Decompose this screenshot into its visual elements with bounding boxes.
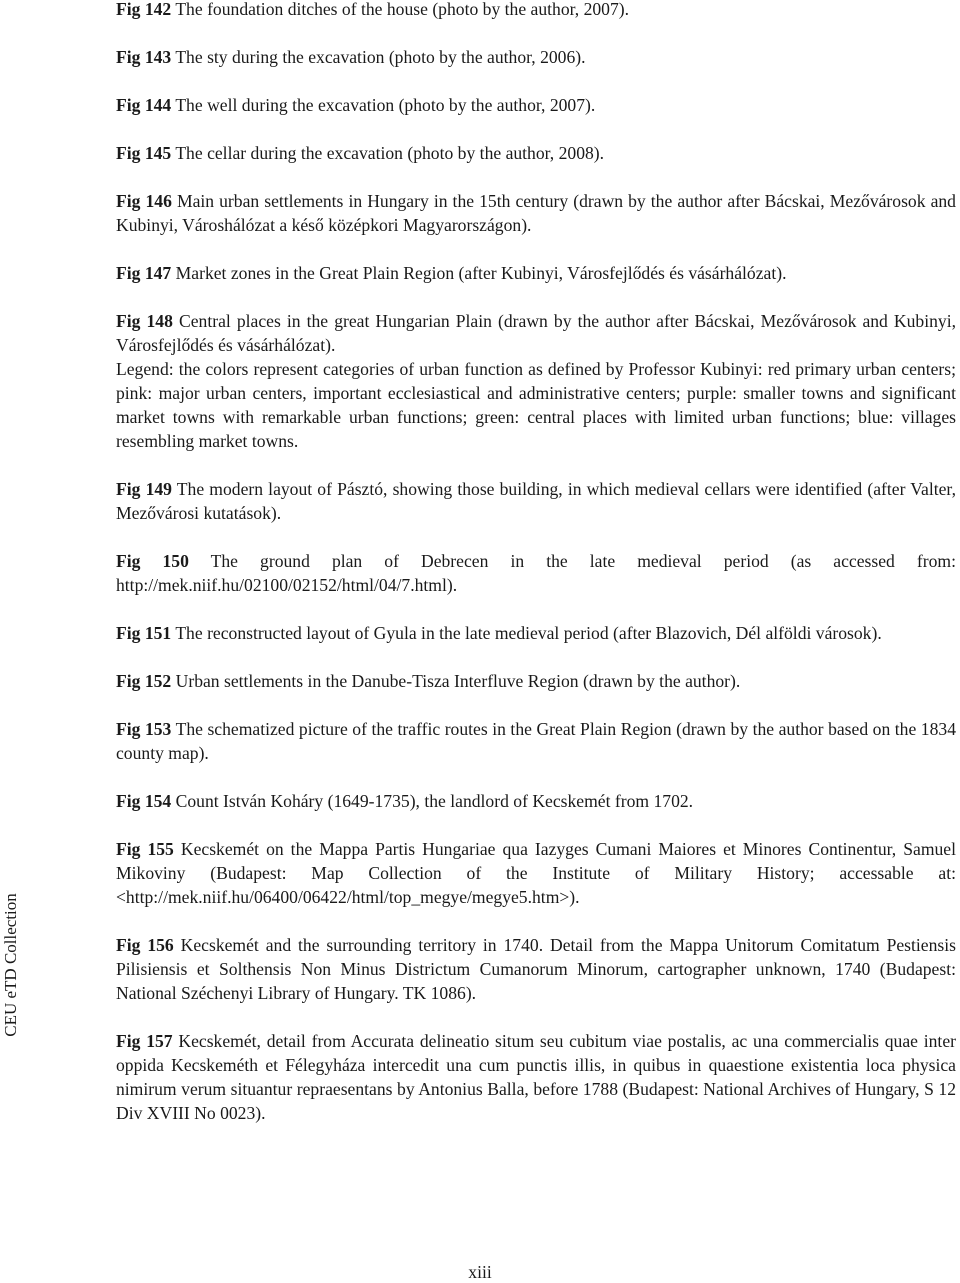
figure-caption: Central places in the great Hungarian Plain (drawn by the author after Bácskai, Mezővárosok and Kubinyi, Városfejlődés és vásárhálózat).: [116, 311, 956, 355]
figure-caption: Urban settlements in the Danube-Tisza Interfluve Region (drawn by the author).: [171, 671, 741, 691]
figure-caption: The modern layout of Pásztó, showing those building, in which medieval cellars were identified (after Valter, Mezővárosi kutatások).: [116, 479, 956, 523]
figure-entry-150: [116, 549, 956, 597]
figure-caption: The foundation ditches of the house (photo by the author, 2007).: [171, 0, 630, 19]
figure-entry-147: [116, 261, 956, 285]
figure-caption: The well during the excavation (photo by the author, 2007).: [171, 95, 596, 115]
figure-entry-157: [116, 1029, 956, 1125]
figure-list: [116, 0, 956, 1149]
figure-entry-145: [116, 141, 956, 165]
figure-label: Fig 144: [116, 95, 172, 115]
figure-label: Fig 149: [116, 479, 172, 499]
figure-caption: Market zones in the Great Plain Region (after Kubinyi, Városfejlődés és vásárhálózat).: [171, 263, 787, 283]
figure-entry-149: [116, 477, 956, 525]
figure-entry-146: [116, 189, 956, 237]
legend-text: Legend: the colors represent categories of urban function as defined by Professor Kubinyi: red primary urban centers; pink: major urban centers, important ecclesiastical and administrative centers; purple: smaller towns and significant market towns with remarkable urban functions; green: central places with limited urban functions; blue: villages resembling market towns.: [116, 359, 956, 451]
figure-label: Fig 153: [116, 719, 172, 739]
figure-entry-143: [116, 45, 956, 69]
figure-label: Fig 146: [116, 191, 172, 211]
collection-watermark: [0, 895, 22, 1035]
figure-caption: Kecskemét on the Mappa Partis Hungariae qua Iazyges Cumani Maiores et Minores Continentur, Samuel Mikoviny (Budapest: Map Collection of the Institute of Military History; accessable at: <http://mek.niif.hu/06400/06422/html/top_megye/megye5.htm>).: [116, 839, 956, 907]
figure-entry-153: [116, 717, 956, 765]
figure-caption: The cellar during the excavation (photo by the author, 2008).: [171, 143, 605, 163]
figure-entry-156: [116, 933, 956, 1005]
figure-label: Fig 150: [116, 551, 189, 571]
figure-entry-151: [116, 621, 956, 645]
figure-label: Fig 157: [116, 1031, 173, 1051]
figure-caption: The schematized picture of the traffic routes in the Great Plain Region (drawn by the author based on the 1834 county map).: [116, 719, 956, 763]
figure-caption: Count István Koháry (1649-1735), the landlord of Kecskemét from 1702.: [171, 791, 694, 811]
figure-label: Fig 156: [116, 935, 174, 955]
figure-label: Fig 142: [116, 0, 172, 19]
figure-label: Fig 155: [116, 839, 174, 859]
figure-caption: The sty during the excavation (photo by the author, 2006).: [171, 47, 586, 67]
page-number: xiii: [468, 1262, 492, 1282]
figure-entry-144: [116, 93, 956, 117]
figure-entry-154: [116, 789, 956, 813]
figure-caption: The reconstructed layout of Gyula in the late medieval period (after Blazovich, Dél alföldi városok).: [171, 623, 882, 643]
figure-entry-152: [116, 669, 956, 693]
figure-label: Fig 143: [116, 47, 172, 67]
figure-caption: Kecskemét, detail from Accurata delineatio situm seu cubitum viae postalis, ac una commercialis quae inter oppida Kecskeméth et Félegyháza intercedit una cum punctis illis, in quibus in quaestione existentia loca physica nimirum verum situantur repraesentans by Antonius Balla, before 1788 (Budapest: National Archives of Hungary, S 12 Div XVIII No 0023).: [116, 1031, 956, 1123]
figure-label: Fig 147: [116, 263, 172, 283]
figure-caption: Main urban settlements in Hungary in the 15th century (drawn by the author after Bácskai, Mezővárosok and Kubinyi, Városhálózat a késő középkori Magyarországon).: [116, 191, 956, 235]
figure-label: Fig 145: [116, 143, 172, 163]
figure-label: Fig 148: [116, 311, 173, 331]
collection-watermark-text: CEU eTD Collection: [1, 893, 20, 1037]
figure-caption: Kecskemét and the surrounding territory in 1740. Detail from the Mappa Unitorum Comitatum Pestiensis Pilisiensis et Solthensis Non Minus Districtum Cumanorum Minorum, cartographer unknown, 1740 (Budapest: National Széchenyi Library of Hungary. TK 1086).: [116, 935, 956, 1003]
figure-148-legend: [116, 357, 956, 453]
figure-entry-142: [116, 0, 956, 21]
figure-entry-148: [116, 309, 956, 357]
figure-label: Fig 151: [116, 623, 172, 643]
figure-entry-155: [116, 837, 956, 909]
figure-label: Fig 154: [116, 791, 172, 811]
figure-caption: The ground plan of Debrecen in the late medieval period (as accessed from: http://mek.niif.hu/02100/02152/html/04/7.html).: [116, 551, 956, 595]
figure-label: Fig 152: [116, 671, 172, 691]
